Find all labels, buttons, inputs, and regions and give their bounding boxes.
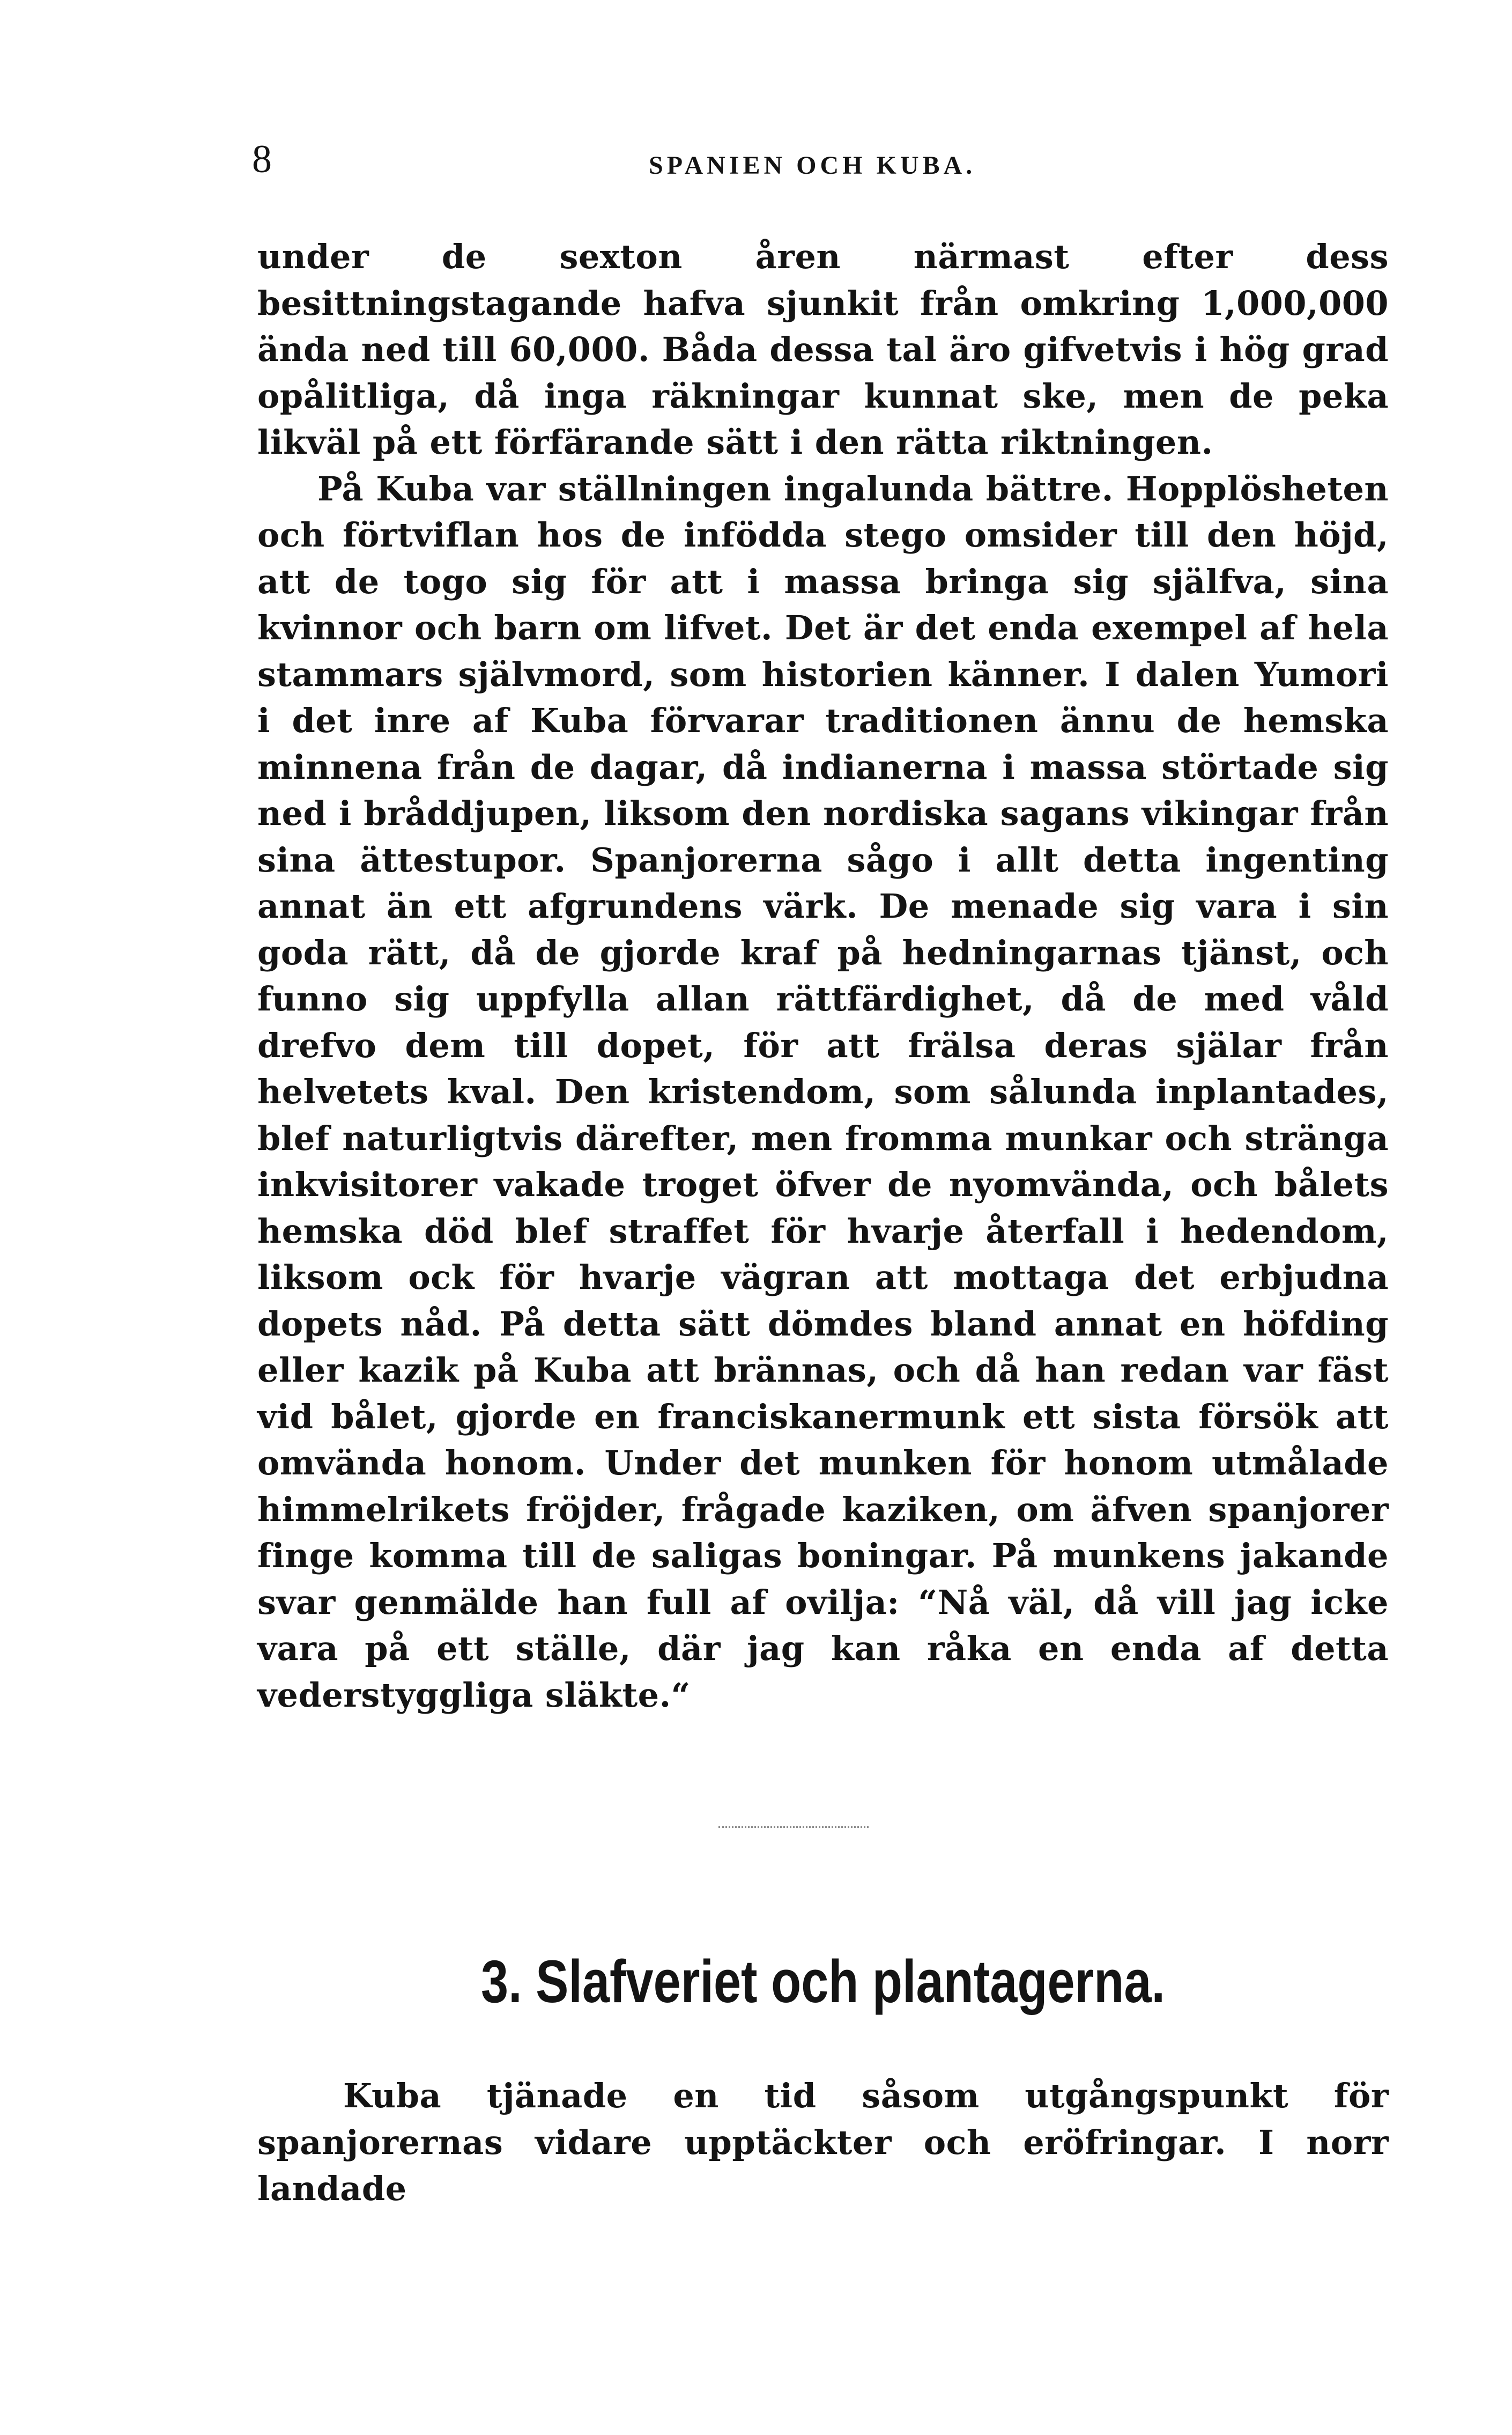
- section-separator: [718, 1826, 869, 1828]
- section-paragraph-1: Kuba tjänade en tid såsom utgångspunkt för spanjorernas vidare upptäckter och eröfringar. I norr landade: [257, 2076, 1389, 2208]
- section-text: [257, 2073, 1389, 2212]
- section-heading: 3. Slafveriet och plantagerna.: [481, 1948, 1165, 2015]
- running-title: SPANIEN OCH KUBA.: [649, 151, 976, 180]
- page-number: 8: [252, 137, 272, 181]
- paragraph-1: under de sexton åren närmast efter dess besittningstagande hafva sjunkit från omkring 1,000,000 ända ned till 60,000. Båda dessa tal äro gifvetvis i hög grad opålitliga, då inga räkningar kunnat ske, men de peka likväl på ett förfärande sätt i den rätta riktningen.: [257, 237, 1389, 462]
- body-text: [257, 234, 1389, 1718]
- paragraph-2: På Kuba var ställningen ingalunda bättre. Hopplösheten och förtviflan hos de infödda stego omsider till den höjd, att de togo sig för att i massa bringa sig själfva, sina kvinnor och barn om lifvet. Det är det enda exempel af hela stammars självmord, som historien känner. I dalen Yumori i det inre af Kuba förvarar traditionen ännu de hemska minnena från de dagar, då indianerna i massa störtade sig ned i bråddjupen, liksom den nordiska sagans vikingar från sina ättestupor. Spanjorerna sågo i allt detta ingenting annat än ett afgrundens värk. De menade sig vara i sin goda rätt, då de gjorde kraf på hedningarnas tjänst, och funno sig uppfylla allan rättfärdighet, då de med våld drefvo dem till dopet, för att frälsa deras själar från helvetets kval. Den kristendom, som sålunda inplantades, blef naturligtvis därefter, men fromma munkar och stränga inkvisitorer vakade troget öfver de nyomvända, och bålets hemska död blef straffet för hvarje återfall i hedendom, liksom ock för hvarje vägran att mottaga det erbjudna dopets nåd. På detta sätt dömdes bland annat en höfding eller kazik på Kuba att brännas, och då han redan var fäst vid bålet, gjorde en franciskanermunk ett sista försök att omvända honom. Under det munken för honom utmålade himmelrikets fröjder, frågade kaziken, om äfven spanjorer finge komma till de saligas boningar. På munkens jakande svar genmälde han full af ovilja: “Nå väl, då vill jag icke vara på ett ställe, där jag kan råka en enda af detta vederstyggliga släkte.“: [257, 469, 1389, 1715]
- running-head: [252, 137, 1394, 196]
